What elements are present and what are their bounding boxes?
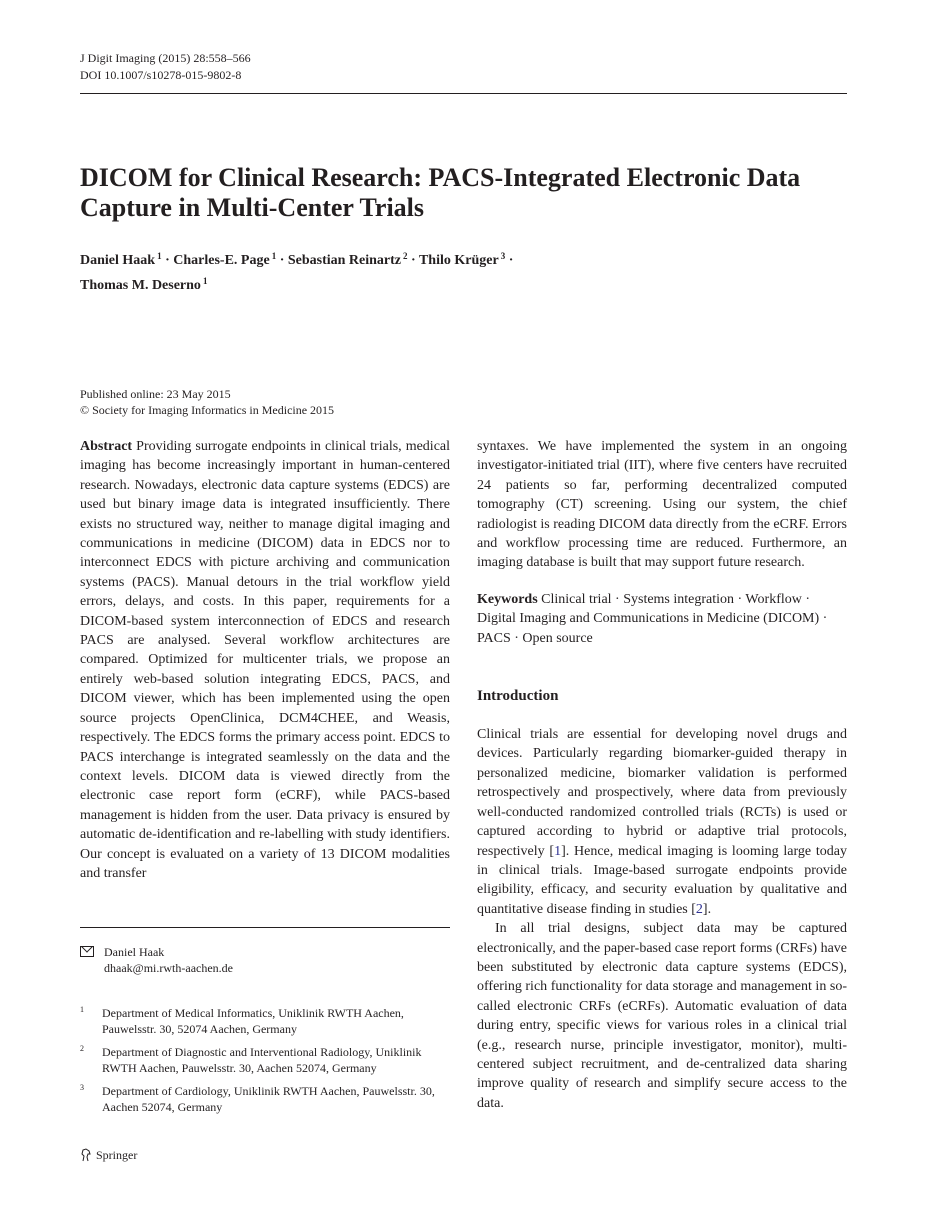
abstract bbox=[80, 437, 450, 883]
abstract-continued: syntaxes. We have implemented the system in an ongoing investigator-initiated trial (IIT), where five centers have recruited 24 patients so far, performing decentralized computed tomography (CT) screening. Using our system, the chief radiologist is reading DICOM data directly from the eCRF. Errors and workflow processing time are reduced. Furthermore, an imaging database is built that may support future research. bbox=[477, 439, 847, 571]
right-column bbox=[477, 437, 847, 1113]
keywords-label: Keywords bbox=[477, 591, 538, 607]
affiliation bbox=[80, 1044, 450, 1076]
footnote-rule bbox=[80, 927, 450, 928]
intro-paragraph: Clinical trials are essential for developing novel drugs and devices. Particularly regarding biomarker-guided therapy in personalized medicine, biomarker validation is performed retrospectively and prospectively, where data from previously well-conducted randomized controlled trials (RCTs) is used or captured according to hybrid or adaptive trial protocols, respectively [1]. Hence, medical imaging is looming large today in clinical trials. Image-based surrogate endpoints provide eligibility, efficacy, and security evaluation by qualitative and quantitative disease finding in studies [2]. bbox=[477, 727, 847, 917]
publisher-footer bbox=[80, 1147, 137, 1163]
affiliation-text: Department of Medical Informatics, Uniklinik RWTH Aachen, Pauwelsstr. 30, 52074 Aachen, Germany bbox=[102, 1006, 404, 1036]
author[interactable]: Thomas M. Deserno $^1$ bbox=[80, 276, 208, 293]
affiliation-number: 2 bbox=[80, 1044, 84, 1053]
intro-paragraph: In all trial designs, subject data may be captured electronically, and the paper-based case report forms (CRFs) have been substituted by electronic data capture systems (EDCS), offering rich functionality for data storage and management in so-called electronic CRFs (eCRFs). Automatic evaluation of data during entry, specific views for various roles in a clinical trial (e.g., research nurse, principle investigator, monitor), multi-centered subject recruitment, and de-centralized data sharing improve quality of research and simplify secure access to the data. bbox=[477, 921, 847, 1111]
author[interactable]: Thilo Krüger $^3$ bbox=[418, 251, 506, 268]
doi[interactable]: DOI 10.1007/s10278-015-9802-8 bbox=[80, 68, 242, 82]
springer-horse-icon bbox=[80, 1148, 92, 1162]
author[interactable]: Daniel Haak $^1$ bbox=[80, 251, 162, 268]
left-column bbox=[80, 437, 450, 883]
affiliation bbox=[80, 1005, 450, 1037]
correspondence bbox=[80, 944, 233, 976]
journal-header bbox=[80, 50, 251, 84]
paper-title: DICOM for Clinical Research: PACS-Integrated Electronic Data Capture in Multi-Center Trials bbox=[80, 163, 801, 222]
abstract-label: Abstract bbox=[80, 439, 133, 454]
affiliation-number: 3 bbox=[80, 1083, 84, 1092]
section-heading-introduction: Introduction bbox=[477, 688, 559, 705]
keywords bbox=[477, 590, 847, 648]
author[interactable]: Sebastian Reinartz $^2$ bbox=[287, 251, 408, 268]
affiliation bbox=[80, 1083, 450, 1115]
corresponding-author: Daniel Haak bbox=[104, 945, 165, 959]
citation-link[interactable]: 2 bbox=[695, 901, 703, 917]
copyright: © Society for Imaging Informatics in Medicine 2015 bbox=[80, 403, 335, 417]
author[interactable]: Charles-E. Page $^1$ bbox=[173, 251, 277, 268]
affiliation-number: 1 bbox=[80, 1005, 84, 1014]
envelope-icon bbox=[80, 946, 94, 957]
affiliation-text: Department of Diagnostic and Interventional Radiology, Uniklinik RWTH Aachen, Pauwelsstr. 30, Aachen 52074, Germany bbox=[102, 1045, 422, 1075]
keywords-text: Clinical trial · Systems integration · Workflow · Digital Imaging and Communications in Medicine (DICOM) · PACS · Open source bbox=[477, 591, 828, 646]
journal-citation: J Digit Imaging (2015) 28:558–566 bbox=[80, 51, 251, 65]
author-list: Daniel Haak $^1$ · Charles-E. Page $^1$ · Sebastian Reinartz $^2$ · Thilo Krüger $^3$ · Thomas M. Deserno $^1$ bbox=[80, 251, 514, 293]
affiliation-text: Department of Cardiology, Uniklinik RWTH Aachen, Pauwelsstr. 30, Aachen 52074, Germany bbox=[102, 1084, 435, 1114]
published-date: Published online: 23 May 2015 bbox=[80, 387, 231, 401]
publication-info bbox=[80, 386, 334, 418]
abstract-text: Providing surrogate endpoints in clinical trials, medical imaging has become increasingly important in human-centered research. Nowadays, electronic data capture systems (EDCS) are used but binary image data is integrated insufficiently. There exists no structured way, neither to manage digital imaging and communications in medicine (DICOM) data in EDCS nor to interconnect EDCS with picture archiving and communication systems (PACS). Manual detours in the trial workflow yield errors, delays, and costs. In this paper, requirements for a DICOM-based system interconnection of EDCS and research PACS are analysed. Several workflow architectures are compared. Optimized for multicenter trials, we propose an entirely web-based solution integrating EDCS, PACS, and DICOM viewer, which has been implemented using the open source projects OpenClinica, DCM4CHEE, and Weasis, respectively. The EDCS forms the primary access point. EDCS to PACS interchange is integrated seamlessly on the data and the context levels. DICOM data is viewed directly from the electronic case report form (eCRF), while PACS-based management is hidden from the user. Data privacy is ensured by automatic de-identification and re-labelling with study identifiers. Our concept is evaluated on a variety of 13 DICOM modalities and transfer bbox=[80, 439, 451, 881]
corresponding-email[interactable]: dhaak@mi.rwth-aachen.de bbox=[104, 961, 233, 975]
publisher-name: Springer bbox=[96, 1148, 138, 1162]
header-rule bbox=[80, 93, 847, 94]
citation-link[interactable]: 1 bbox=[554, 843, 562, 859]
